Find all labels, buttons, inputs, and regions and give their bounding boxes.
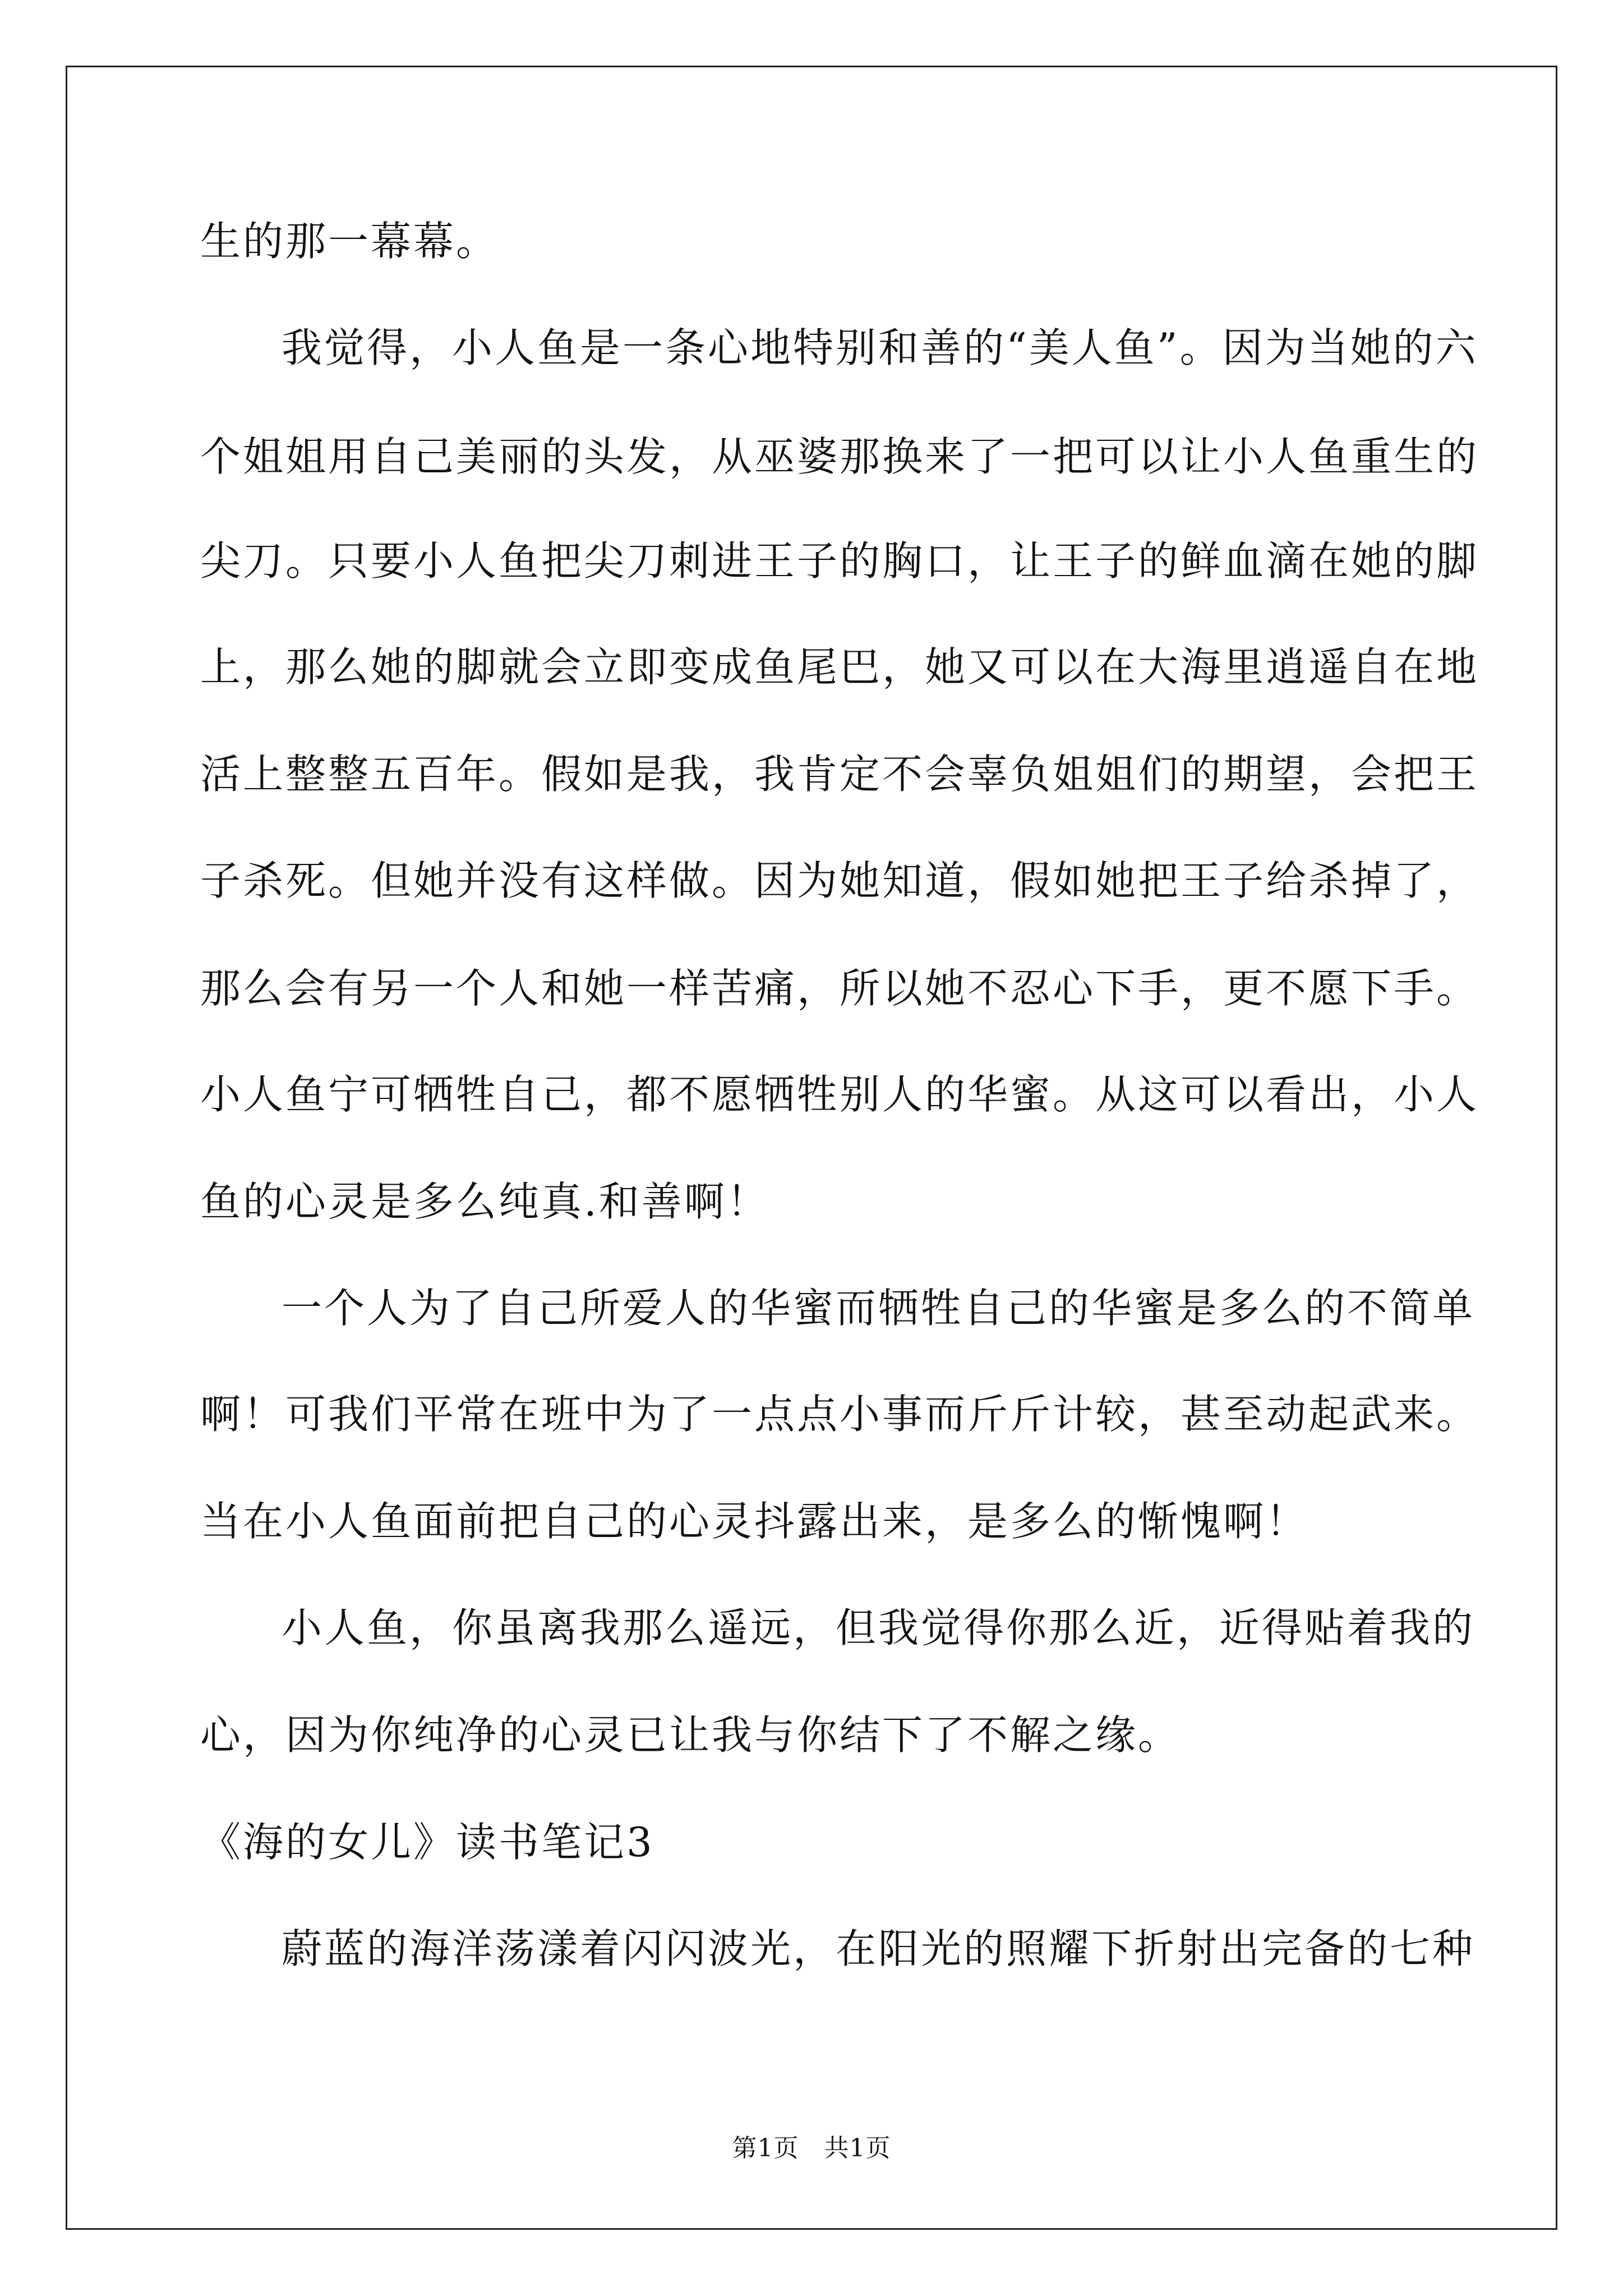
- text-line: 心，因为你纯净的心灵已让我与你结下了不解之缘。: [200, 1711, 1181, 1759]
- text-line: 鱼的心灵是多么纯真.和善啊！: [200, 1178, 769, 1225]
- text-line: 当在小人鱼面前把自己的心灵抖露出来，是多么的惭愧啊！: [200, 1498, 1309, 1545]
- text-line: 那么会有另一个人和她一样苦痛，所以她不忍心下手，更不愿下手。: [200, 965, 1479, 1012]
- text-line: 个姐姐用自己美丽的头发，从巫婆那换来了一把可以让小人鱼重生的: [200, 433, 1479, 480]
- text-line: 子杀死。但她并没有这样做。因为她知道，假如她把王子给杀掉了，: [200, 857, 1479, 904]
- text-line: 小人鱼宁可牺牲自己，都不愿牺牲别人的华蜜。从这可以看出，小人: [200, 1071, 1479, 1118]
- paragraph-start-line: 蔚蓝的海洋荡漾着闪闪波光，在阳光的照耀下折射出完备的七种: [282, 1925, 1476, 1972]
- paragraph-start-line: 小人鱼，你虽离我那么遥远，但我觉得你那么近，近得贴着我的: [282, 1604, 1476, 1651]
- text-line: 啊！可我们平常在班中为了一点点小事而斤斤计较，甚至动起武来。: [200, 1391, 1479, 1438]
- text-line: 尖刀。只要小人鱼把尖刀刺进王子的胸口，让王子的鲜血滴在她的脚: [200, 537, 1479, 585]
- text-line: 活上整整五百年。假如是我，我肯定不会辜负姐姐们的期望，会把王: [200, 751, 1479, 798]
- paragraph-start-line: 我觉得，小人鱼是一条心地特别和善的“美人鱼”。因为当她的六: [282, 324, 1478, 371]
- page-number-footer: 第1页 共1页: [732, 2134, 891, 2162]
- text-line: 生的那一幕幕。: [200, 218, 499, 265]
- paragraph-start-line: 一个人为了自己所爱人的华蜜而牺牲自己的华蜜是多么的不简单: [282, 1285, 1476, 1332]
- page-border: [66, 66, 1557, 2230]
- section-heading: 《海的女儿》读书笔记3: [200, 1819, 654, 1866]
- text-line: 上，那么她的脚就会立即变成鱼尾巴，她又可以在大海里逍遥自在地: [200, 643, 1479, 691]
